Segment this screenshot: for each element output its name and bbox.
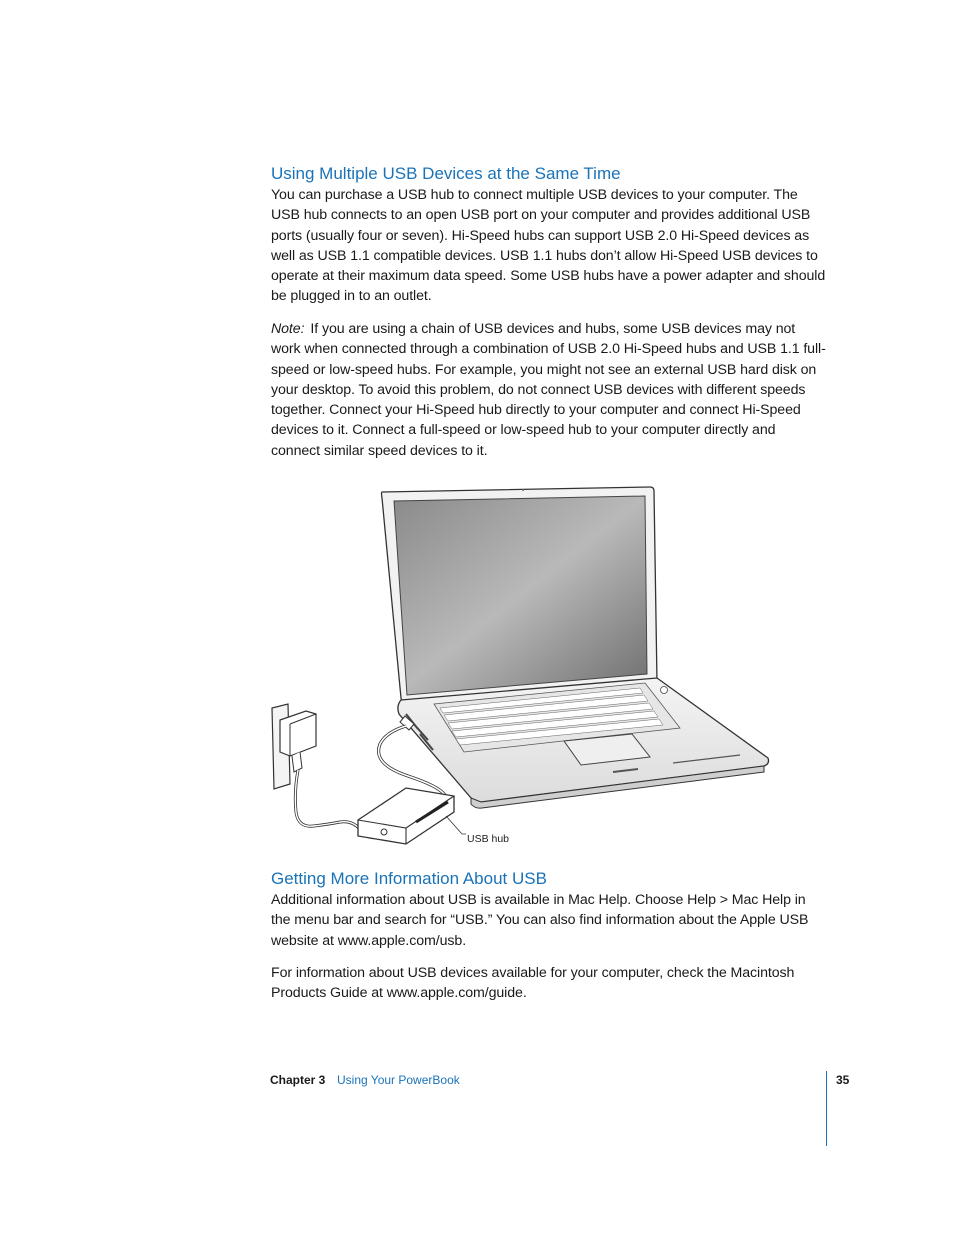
footer-divider (826, 1071, 827, 1146)
paragraph-products-guide: For information about USB devices available for your computer, check the Macintosh Products Guide at www.apple.com/guide. (271, 965, 795, 1002)
laptop-lid (382, 487, 658, 704)
laptop-base (398, 678, 769, 808)
wall-outlet (272, 704, 316, 789)
power-button-icon (661, 687, 668, 694)
laptop-usb-hub-illustration (268, 482, 772, 850)
paragraph-more-info: Additional information about USB is available in Mac Help. Choose Help > Mac Help in the menu bar and search for “USB.” You can also find information about the Apple USB website at www.apple.com/usb. (271, 892, 809, 949)
footer-chapter: Chapter 3 (270, 1073, 326, 1087)
page-number: 35 (836, 1073, 850, 1087)
note-text: If you are using a chain of USB devices and hubs, some USB devices may not work when connected through a combination of USB 2.0 Hi-Speed hubs and USB 1.1 full-speed or low-speed hubs. For example, you might not see an external USB hard disk on your desktop. To avoid this problem, do not connect USB devices with different speeds together. Connect your Hi-Speed hub directly to your computer and connect Hi-Speed devices to it. Connect a full-speed or low-speed hub to your computer directly and connect similar speed devices to it. (271, 321, 826, 459)
usb-hub (358, 788, 454, 844)
note-paragraph (271, 319, 827, 461)
section-heading-more-info: Getting More Information About USB (271, 869, 547, 888)
usb-hub-callout: USB hub (467, 833, 510, 845)
footer-chapter-title: Using Your PowerBook (337, 1073, 460, 1087)
section-heading-multiple-usb: Using Multiple USB Devices at the Same Time (271, 164, 621, 183)
paragraph-usb-hub: You can purchase a USB hub to connect multiple USB devices to your computer. The USB hub connects to an open USB port on your computer and provides additional USB ports (usually four or seven). Hi-Speed hubs can support USB 2.0 Hi-Speed devices as well as USB 1.1 compatible devices. USB 1.1 hubs don’t allow Hi-Speed USB devices to operate at their maximum data speed. Some USB hubs have a power adapter and should be plugged in to an outlet. (271, 187, 826, 305)
note-label: Note: (271, 321, 305, 337)
